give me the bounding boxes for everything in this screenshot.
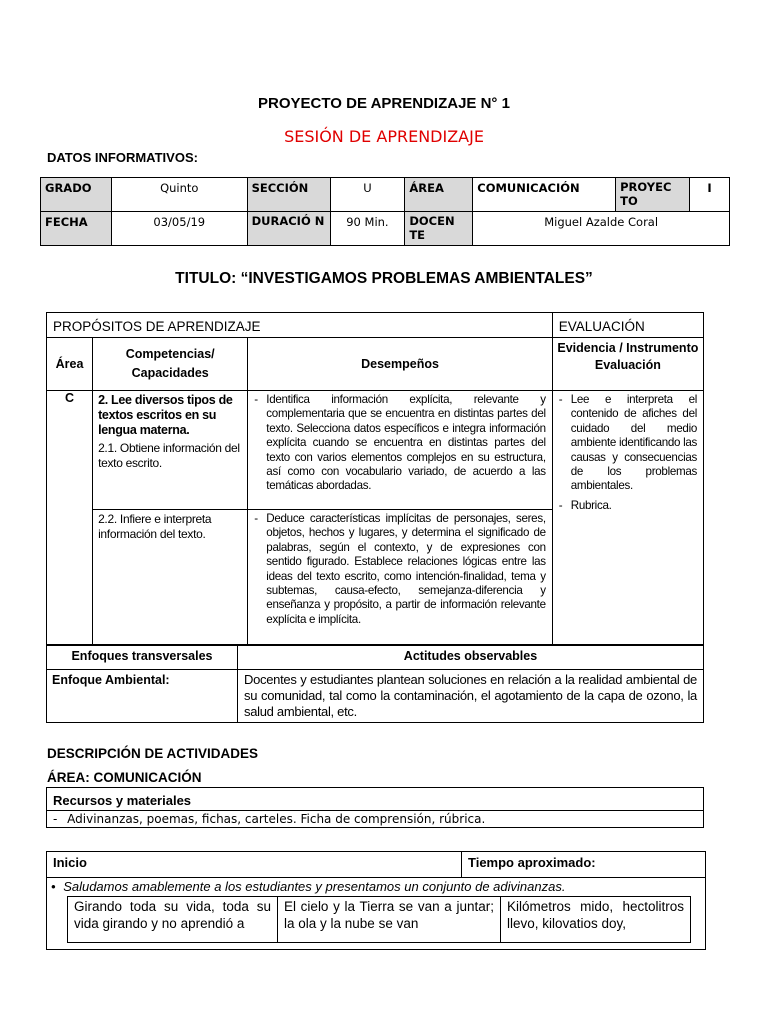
competencia-title: 2. Lee diversos tipos de textos escritos en su lengua materna.	[98, 393, 233, 437]
area-heading: ÁREA: COMUNICACIÓN	[47, 770, 202, 785]
session-title: SESIÓN DE APRENDIZAJE	[284, 127, 484, 146]
area-value: COMUNICACIÓN	[473, 178, 616, 212]
desempeno-1-dash: -	[254, 393, 258, 406]
seccion-value: U	[330, 178, 405, 212]
evidencia-2: Rubrica.	[570, 498, 612, 512]
inicio-body	[47, 878, 706, 950]
adivinanza-2: El cielo y la Tierra se van a juntar; la ola y la nube se van	[278, 897, 501, 943]
fecha-label: FECHA	[41, 212, 112, 246]
duracion-label: DURACIÓ N	[247, 212, 330, 246]
propositos-heading: PROPÓSITOS DE APRENDIZAJE	[47, 313, 553, 338]
capacidad-2: 2.2. Infiere e interpreta información del texto.	[93, 510, 248, 645]
enfoques-heading: Enfoques transversales	[47, 646, 238, 670]
recursos-table	[46, 787, 704, 828]
recursos-label: Recursos y materiales	[47, 788, 704, 811]
area-label: ÁREA	[405, 178, 473, 212]
proyecto-value: I	[690, 178, 730, 212]
col-desempenos: Desempeños	[248, 338, 552, 391]
recursos-value: Adivinanzas, poemas, fichas, carteles. Ficha de comprensión, rúbrica.	[67, 812, 486, 826]
inicio-label: Inicio	[47, 852, 462, 878]
col-area: Área	[47, 338, 93, 391]
proyecto-label: PROYEC TO	[616, 178, 690, 212]
col-evidencia: Evidencia / Instrumento Evaluación	[552, 338, 703, 391]
recursos-dash: -	[53, 812, 58, 826]
adivinanza-1: Girando toda su vida, toda su vida girando y no aprendió a	[68, 897, 278, 943]
capacidad-1: 2.1. Obtiene información del texto escrito.	[98, 441, 240, 470]
recursos-cell	[47, 811, 704, 828]
project-title: PROYECTO DE APRENDIZAJE N° 1	[258, 95, 510, 112]
evaluacion-heading: EVALUACIÓN	[552, 313, 703, 338]
bullet-icon: •	[51, 879, 56, 894]
desempeno-1: Identifica información explícita, relevante y complementaria que se encuentra en distintas partes del texto. Selecciona datos específicos e integra información explícita cuando se encuentra en distintas partes del texto con varios elementos complejos en su estructura, así como con vocabulario variado, de acuerdo a las temáticas abordadas.	[266, 393, 546, 493]
desempeno-2-dash: -	[254, 512, 258, 525]
desempeno-2: Deduce características implícitas de personajes, seres, objetos, hechos y lugares, y determina el significado de palabras, según el contexto, y de expresiones con sentido figurado. Establece relaciones lógicas entre las ideas del texto escrito, como intención-finalidad, tema y subtemas, causa-efecto, semejanza-diferencia y enseñanza y propósito, a partir de información relevante explícita e implícita.	[266, 512, 546, 626]
main-title: TITULO: “INVESTIGAMOS PROBLEMAS AMBIENTALES”	[175, 270, 593, 287]
grado-value: Quinto	[111, 178, 247, 212]
area-code: C	[47, 391, 93, 645]
evidencia-1-dash: -	[558, 393, 563, 406]
docente-label: DOCEN TE	[405, 212, 473, 246]
adivinanzas-table	[67, 896, 691, 943]
actitudes-heading: Actitudes observables	[238, 646, 704, 670]
saludo-text: Saludamos amablemente a los estudiantes y presentamos un conjunto de adivinanzas.	[63, 879, 566, 894]
saludo-row	[47, 878, 705, 896]
inicio-table	[46, 851, 706, 950]
descripcion-heading: DESCRIPCIÓN DE ACTIVIDADES	[47, 746, 259, 761]
enfoques-table	[46, 645, 704, 723]
grado-label: GRADO	[41, 178, 112, 212]
actitud-observable: Docentes y estudiantes plantean soluciones en relación a la realidad ambiental de su comunidad, tal como la contaminación, el agotamiento de la capa de ozono, la salud ambiental, etc.	[238, 670, 704, 723]
competencia-cell	[93, 391, 248, 510]
info-table	[40, 177, 730, 246]
docente-value: Miguel Azalde Coral	[473, 212, 730, 246]
evidencia-1: Lee e interpreta el contenido de afiches del cuidado del medio ambiente identificando las causas y consecuencias de los problemas ambientales.	[570, 393, 698, 493]
tiempo-label: Tiempo aproximado:	[462, 852, 706, 878]
propositos-table	[46, 312, 704, 645]
seccion-label: SECCIÓN	[247, 178, 330, 212]
evidencia-2-dash: -	[558, 498, 563, 512]
evidencia-cell	[552, 391, 703, 645]
col-competencias: Competencias/ Capacidades	[93, 338, 248, 391]
adivinanza-3: Kilómetros mido, hectolitros llevo, kilovatios doy,	[501, 897, 691, 943]
duracion-value: 90 Min.	[330, 212, 405, 246]
datos-heading: DATOS INFORMATIVOS:	[47, 150, 198, 165]
desempeno-1-cell	[248, 391, 552, 510]
desempeno-2-cell	[248, 510, 552, 645]
enfoque-ambiental: Enfoque Ambiental:	[47, 670, 238, 723]
fecha-value: 03/05/19	[111, 212, 247, 246]
